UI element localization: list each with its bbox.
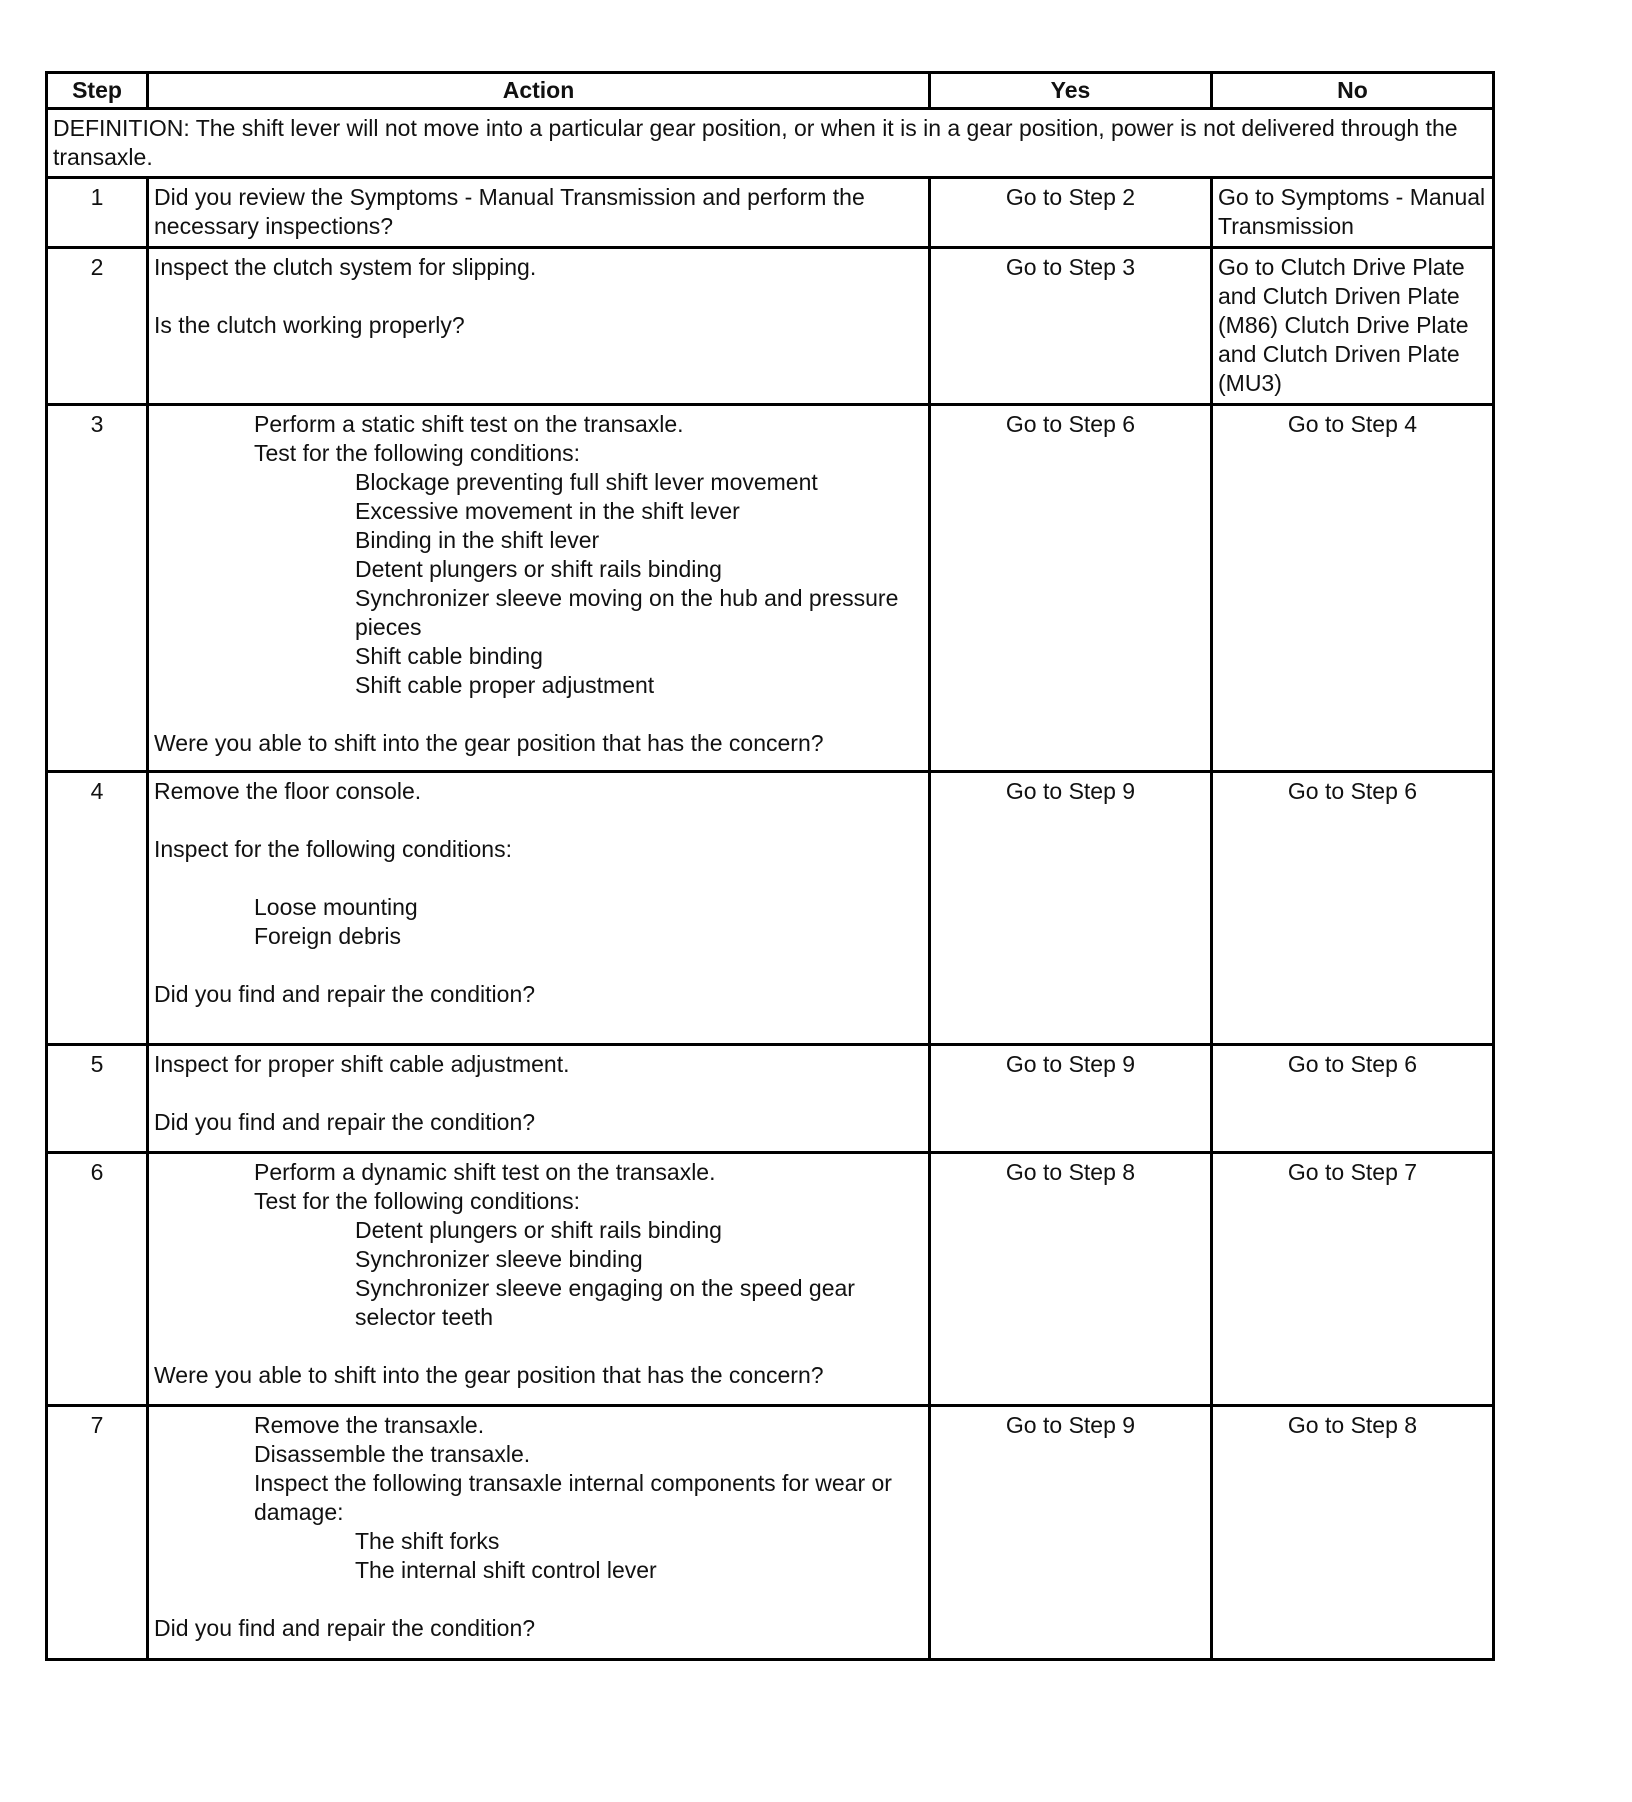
condition-item: Shift cable binding xyxy=(355,643,543,669)
action-text: Did you review the Symptoms - Manual Transmission and perform the necessary inspections? xyxy=(154,184,865,239)
action-text: Inspect for proper shift cable adjustment. xyxy=(154,1051,570,1077)
table-row xyxy=(47,178,1494,248)
condition-item: Excessive movement in the shift lever xyxy=(355,498,740,524)
no-cell: Go to Step 4 xyxy=(1212,405,1494,772)
action-text: Remove the floor console. xyxy=(154,778,422,804)
action-text: Inspect the clutch system for slipping. xyxy=(154,254,537,280)
spacer xyxy=(154,1079,923,1108)
action-text: Test for the following conditions: xyxy=(254,1188,581,1214)
table-row xyxy=(47,1153,1494,1406)
header-step: Step xyxy=(47,73,148,109)
action-question: Did you find and repair the condition? xyxy=(154,1109,536,1135)
table-row xyxy=(47,772,1494,1045)
action-question: Did you find and repair the condition? xyxy=(154,1615,536,1641)
spacer xyxy=(154,1585,923,1614)
condition-item: Loose mounting xyxy=(254,894,418,920)
condition-item: Synchronizer sleeve engaging on the speed gear selector teeth xyxy=(355,1275,855,1330)
action-cell xyxy=(148,178,930,248)
condition-item: Shift cable proper adjustment xyxy=(355,672,655,698)
condition-item: The internal shift control lever xyxy=(355,1557,657,1583)
table-row xyxy=(47,248,1494,405)
action-cell xyxy=(148,1045,930,1153)
condition-item: Detent plungers or shift rails binding xyxy=(355,1217,722,1243)
action-text: Test for the following conditions: xyxy=(254,440,581,466)
action-text: Disassemble the transaxle. xyxy=(254,1441,531,1467)
condition-item: Binding in the shift lever xyxy=(355,527,600,553)
action-text: Perform a dynamic shift test on the transaxle. xyxy=(254,1159,716,1185)
step-number: 3 xyxy=(47,405,148,772)
table-row xyxy=(47,405,1494,772)
no-cell: Go to Step 7 xyxy=(1212,1153,1494,1406)
spacer xyxy=(154,864,923,893)
condition-item: Detent plungers or shift rails binding xyxy=(355,556,722,582)
step-number: 6 xyxy=(47,1153,148,1406)
condition-item: Synchronizer sleeve moving on the hub and pressure pieces xyxy=(355,585,899,640)
condition-item: Blockage preventing full shift lever movement xyxy=(355,469,818,495)
yes-cell: Go to Step 9 xyxy=(930,1045,1212,1153)
definition-row xyxy=(47,109,1494,178)
action-question: Did you find and repair the condition? xyxy=(154,981,536,1007)
header-row xyxy=(47,73,1494,109)
yes-cell: Go to Step 6 xyxy=(930,405,1212,772)
yes-cell: Go to Step 9 xyxy=(930,1406,1212,1660)
action-question: Were you able to shift into the gear position that has the concern? xyxy=(154,730,824,756)
header-no: No xyxy=(1212,73,1494,109)
table-row xyxy=(47,1045,1494,1153)
no-cell: Go to Step 6 xyxy=(1212,1045,1494,1153)
action-text: Inspect for the following conditions: xyxy=(154,836,512,862)
no-cell: Go to Clutch Drive Plate and Clutch Driven Plate (M86) Clutch Drive Plate and Clutch Driven Plate (MU3) xyxy=(1212,248,1494,405)
action-cell xyxy=(148,1153,930,1406)
yes-cell: Go to Step 3 xyxy=(930,248,1212,405)
no-cell: Go to Step 6 xyxy=(1212,772,1494,1045)
action-cell xyxy=(148,1406,930,1660)
yes-cell: Go to Step 2 xyxy=(930,178,1212,248)
no-cell: Go to Step 8 xyxy=(1212,1406,1494,1660)
step-number: 2 xyxy=(47,248,148,405)
action-text: Inspect the following transaxle internal components for wear or damage: xyxy=(254,1470,892,1525)
action-question: Is the clutch working properly? xyxy=(154,312,465,338)
spacer xyxy=(154,282,923,311)
action-cell xyxy=(148,405,930,772)
table-row xyxy=(47,1406,1494,1660)
spacer xyxy=(154,951,923,980)
diagnostic-table xyxy=(45,71,1495,1661)
action-text: Remove the transaxle. xyxy=(254,1412,485,1438)
step-number: 1 xyxy=(47,178,148,248)
header-yes: Yes xyxy=(930,73,1212,109)
action-cell xyxy=(148,772,930,1045)
no-cell: Go to Symptoms - Manual Transmission xyxy=(1212,178,1494,248)
spacer xyxy=(154,700,923,729)
header-action: Action xyxy=(148,73,930,109)
step-number: 4 xyxy=(47,772,148,1045)
spacer xyxy=(154,1332,923,1361)
yes-cell: Go to Step 9 xyxy=(930,772,1212,1045)
yes-cell: Go to Step 8 xyxy=(930,1153,1212,1406)
step-number: 5 xyxy=(47,1045,148,1153)
action-text: Perform a static shift test on the transaxle. xyxy=(254,411,684,437)
definition-text: DEFINITION: The shift lever will not move into a particular gear position, or when it is in a gear position, power is not delivered through the transaxle. xyxy=(47,109,1494,178)
condition-item: Foreign debris xyxy=(254,923,402,949)
condition-item: Synchronizer sleeve binding xyxy=(355,1246,643,1272)
action-cell xyxy=(148,248,930,405)
action-question: Were you able to shift into the gear position that has the concern? xyxy=(154,1362,824,1388)
step-number: 7 xyxy=(47,1406,148,1660)
condition-item: The shift forks xyxy=(355,1528,500,1554)
spacer xyxy=(154,806,923,835)
